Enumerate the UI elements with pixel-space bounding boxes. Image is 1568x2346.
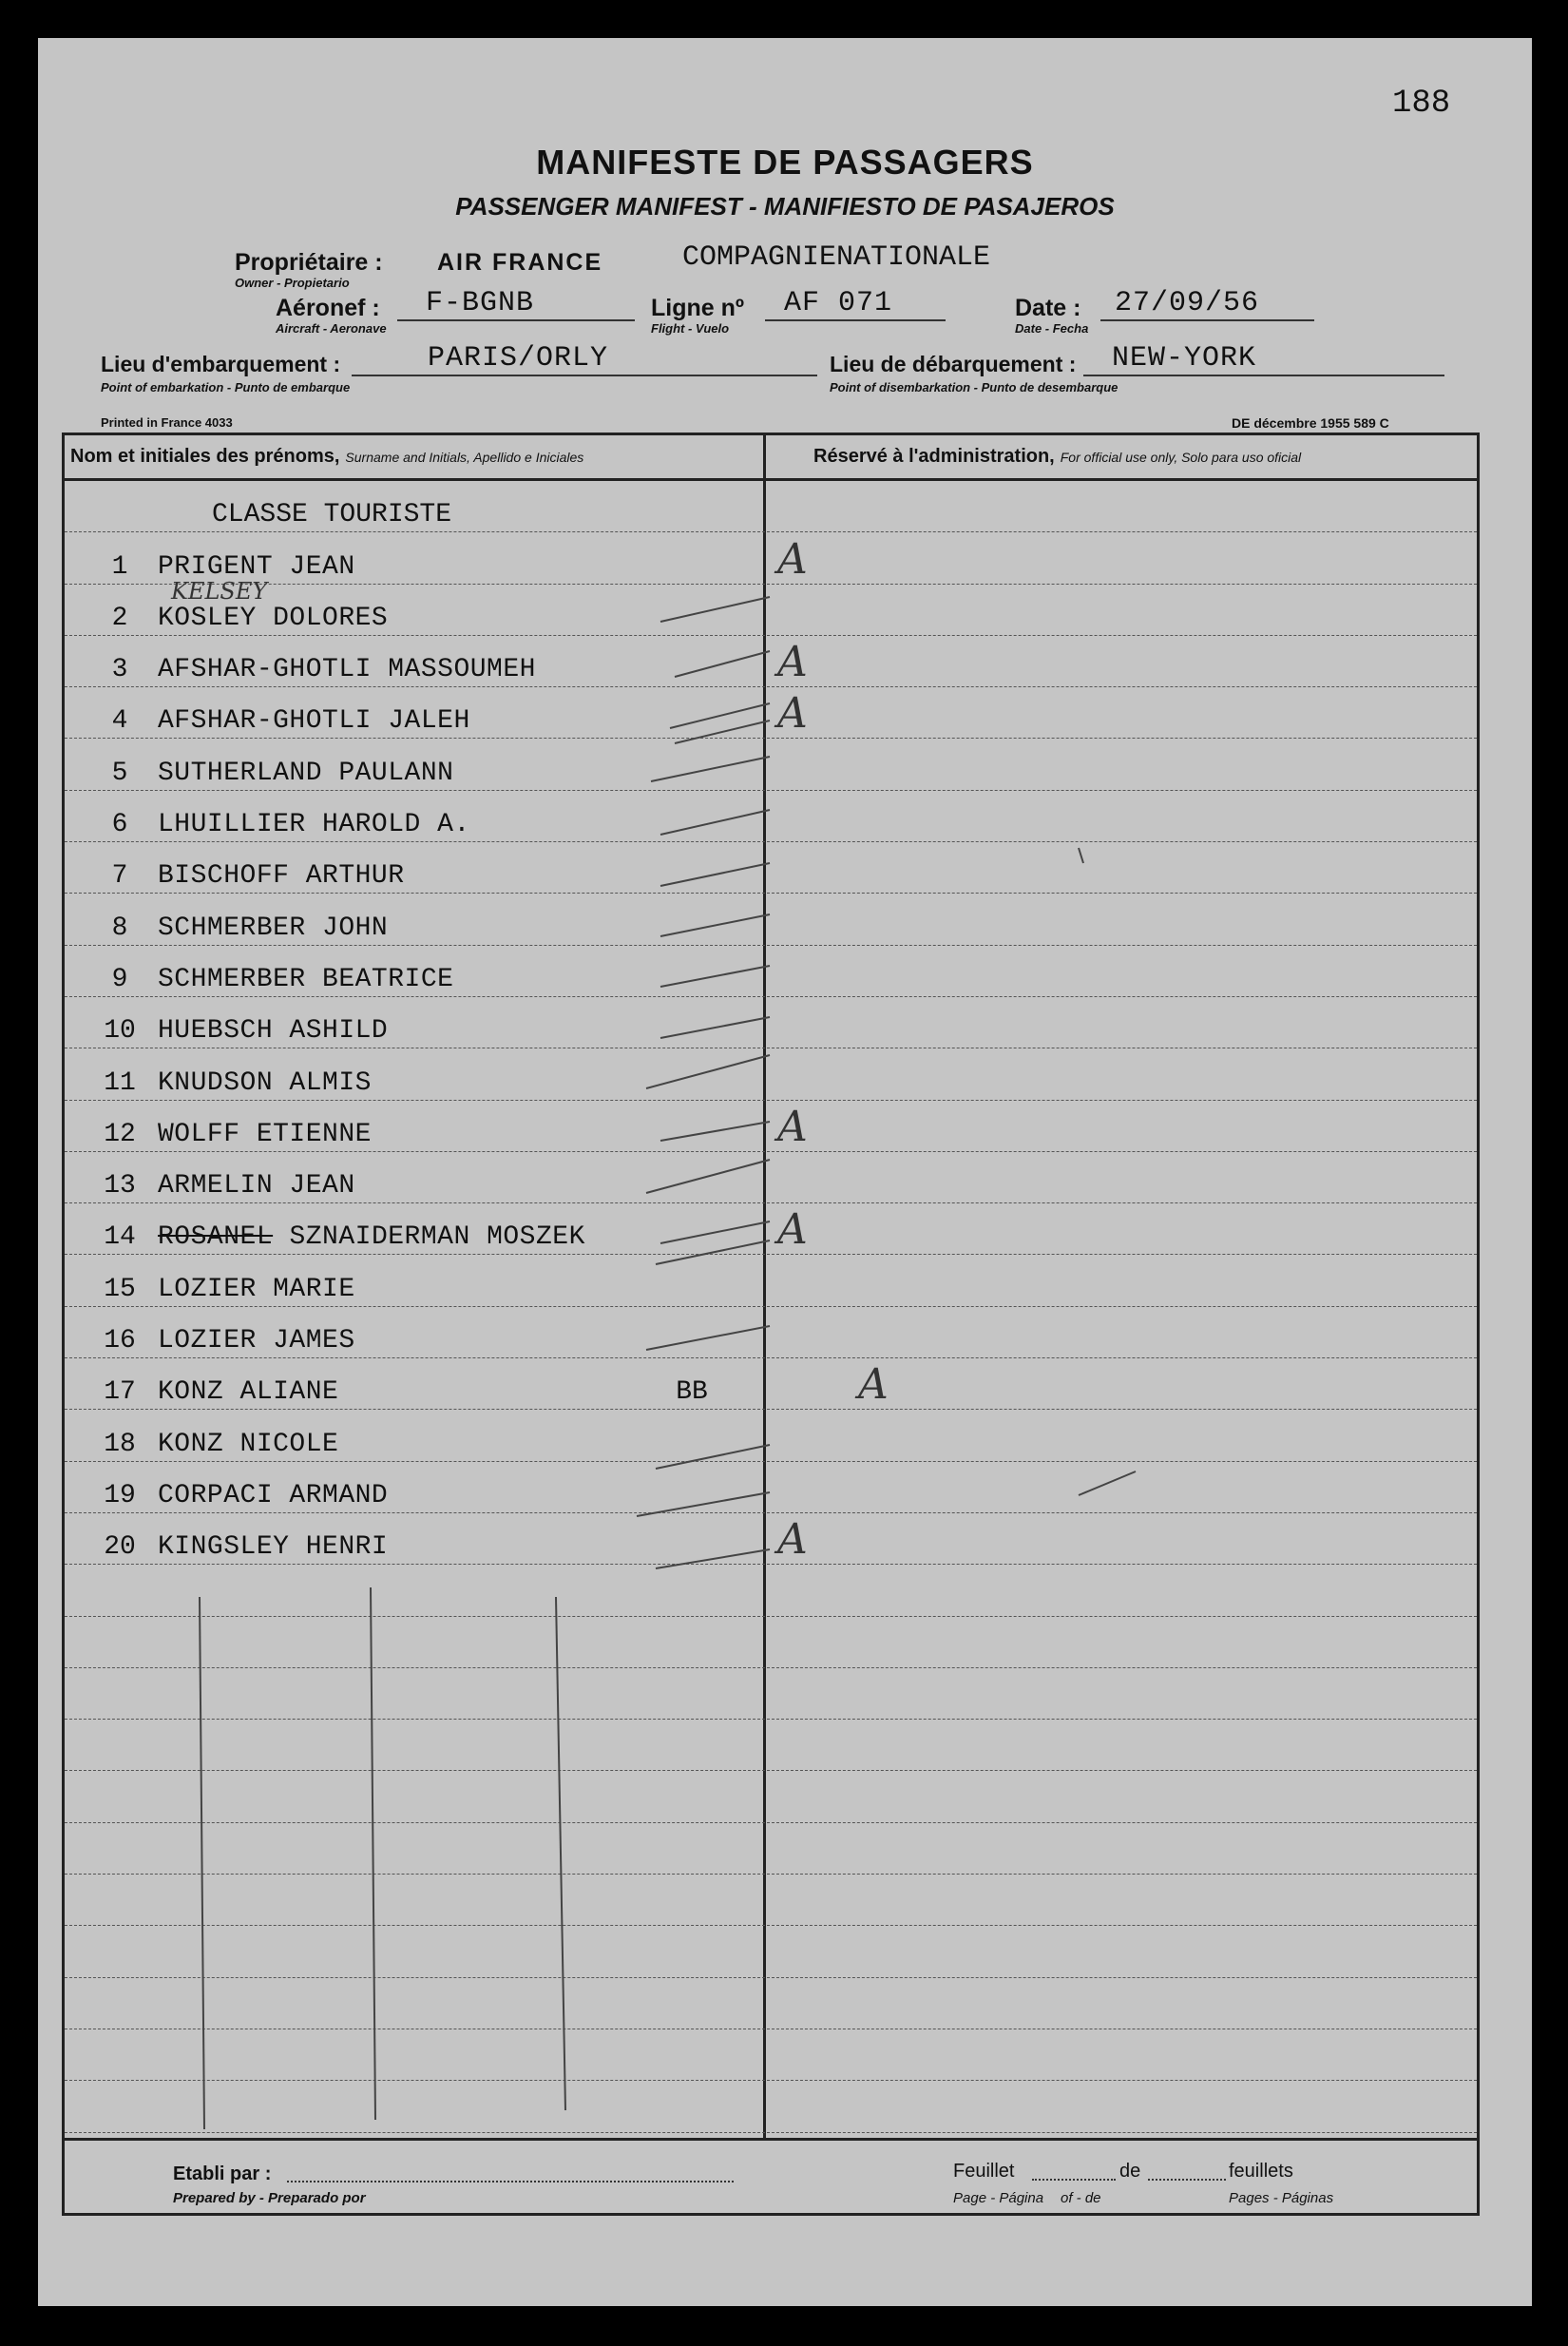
- passenger-name: PRIGENT JEAN: [158, 551, 355, 582]
- aircraft-label: Aéronef :: [276, 295, 380, 321]
- column-header-admin-sublabel: For official use only, Solo para uso oficial: [1060, 449, 1302, 465]
- passenger-name: HUEBSCH ASHILD: [158, 1016, 389, 1047]
- date-sublabel: Date - Fecha: [1015, 321, 1089, 336]
- passenger-number: 10: [104, 1016, 136, 1047]
- page-number: 188: [1392, 86, 1451, 122]
- struck-name: ROSANEL: [158, 1222, 274, 1253]
- passenger-name: ARMELIN JEAN: [158, 1171, 355, 1202]
- manifest-sheet: [38, 38, 1532, 2306]
- owner-typed-value: COMPAGNIENATIONALE: [682, 241, 991, 274]
- tick-stroke: [660, 1221, 770, 1243]
- tick-stroke: [675, 651, 770, 677]
- form-code: DE décembre 1955 589 C: [1232, 415, 1389, 431]
- passenger-number: 16: [104, 1326, 136, 1356]
- prepared-by-label: Etabli par :: [173, 2163, 272, 2184]
- passenger-number: 4: [111, 706, 128, 737]
- passenger-number: 7: [111, 861, 128, 892]
- embarkation-label: Lieu d'embarquement :: [101, 352, 341, 376]
- admin-mark: A: [858, 1360, 889, 1410]
- disembarkation-value: NEW-YORK: [1083, 342, 1444, 376]
- passenger-number: 1: [111, 551, 128, 582]
- passenger-number: 5: [111, 758, 128, 788]
- passenger-name: LHUILLIER HAROLD A.: [158, 810, 470, 840]
- admin-mark: A: [777, 1205, 808, 1255]
- passenger-number: 9: [111, 964, 128, 994]
- tick-stroke: [660, 914, 770, 936]
- flight-label: Ligne nº: [651, 295, 745, 321]
- prepared-by-sublabel: Prepared by - Preparado por: [173, 2190, 366, 2206]
- passenger-number: 13: [104, 1171, 136, 1202]
- class-heading: CLASSE TOURISTE: [212, 500, 452, 530]
- column-header-names-label: Nom et initiales des prénoms,: [70, 446, 340, 467]
- page-label: Feuillet: [953, 2161, 1015, 2182]
- passenger-name: KNUDSON ALMIS: [158, 1067, 372, 1098]
- passenger-number: 19: [104, 1480, 136, 1510]
- passenger-name: KOSLEY DOLORES: [158, 603, 389, 633]
- tick-stroke: [660, 1017, 770, 1038]
- aircraft-value: F-BGNB: [397, 287, 635, 321]
- passenger-number: 20: [104, 1532, 136, 1563]
- tick-stroke: [660, 597, 770, 622]
- tick-stroke: [660, 966, 770, 987]
- handwritten-strokes: [38, 38, 1532, 2306]
- tick-stroke: [646, 1326, 770, 1350]
- passenger-number: 15: [104, 1274, 136, 1304]
- disembarkation-sublabel: Point of disembarkation - Punto de desembarque: [830, 380, 1119, 394]
- admin-mark: A: [777, 638, 808, 687]
- passenger-number: 18: [104, 1429, 136, 1459]
- vertical-stroke: [556, 1597, 565, 2110]
- tick-stroke: [660, 810, 770, 835]
- document-title: MANIFESTE DE PASSAGERS: [536, 143, 1034, 182]
- tick-stroke: [656, 1549, 770, 1568]
- admin-mark: A: [777, 534, 808, 584]
- tick-stroke: [646, 1055, 770, 1088]
- column-header-names-sublabel: Surname and Initials, Apellido e Iniciales: [345, 449, 584, 465]
- passenger-number: 17: [104, 1377, 136, 1408]
- passenger-number: 8: [111, 913, 128, 943]
- printed-note: Printed in France 4033: [101, 415, 233, 430]
- passenger-number: 14: [104, 1222, 136, 1253]
- passenger-name: SCHMERBER BEATRICE: [158, 964, 454, 994]
- passenger-number: 11: [104, 1067, 136, 1098]
- passenger-name: CORPACI ARMAND: [158, 1480, 389, 1510]
- embarkation-value: PARIS/ORLY: [352, 342, 817, 376]
- passenger-name: SCHMERBER JOHN: [158, 913, 389, 943]
- disembarkation-label: Lieu de débarquement :: [830, 352, 1077, 376]
- handwritten-correction: KELSEY: [171, 578, 268, 605]
- passenger-note: BB: [676, 1377, 708, 1408]
- tick-stroke: [1079, 1471, 1136, 1495]
- tick-stroke: [646, 1160, 770, 1193]
- passenger-name: LOZIER MARIE: [158, 1274, 355, 1304]
- passenger-name: KONZ ALIANE: [158, 1377, 339, 1408]
- passenger-number: 12: [104, 1119, 136, 1149]
- passenger-name: AFSHAR-GHOTLI JALEH: [158, 706, 470, 737]
- of-label: de: [1119, 2161, 1141, 2182]
- passenger-number: 2: [111, 603, 128, 633]
- passenger-name: LOZIER JAMES: [158, 1326, 355, 1356]
- tick-marks: [200, 597, 1136, 2129]
- tick-stroke: [1079, 848, 1083, 863]
- tick-stroke: [660, 863, 770, 886]
- passenger-name: WOLFF ETIENNE: [158, 1119, 372, 1149]
- owner-printed-value: AIR FRANCE: [437, 249, 603, 276]
- tick-stroke: [651, 757, 770, 781]
- passenger-number: 3: [111, 655, 128, 685]
- embarkation-sublabel: Point of embarkation - Punto de embarque: [101, 380, 351, 394]
- tick-stroke: [660, 1122, 770, 1141]
- document-subtitle: PASSENGER MANIFEST - MANIFIESTO DE PASAJEROS: [455, 192, 1115, 221]
- flight-value: AF 071: [765, 287, 946, 321]
- passenger-name: SUTHERLAND PAULANN: [158, 758, 454, 788]
- passenger-name: KONZ NICOLE: [158, 1429, 339, 1459]
- of-sublabel: of - de: [1061, 2190, 1101, 2206]
- owner-label: Propriétaire :: [235, 249, 383, 276]
- vertical-stroke: [371, 1587, 375, 2120]
- passenger-name: SZNAIDERMAN MOSZEK: [289, 1222, 585, 1253]
- passenger-name: KINGSLEY HENRI: [158, 1532, 389, 1563]
- column-header-admin-label: Réservé à l'administration,: [813, 446, 1055, 467]
- passenger-name: BISCHOFF ARTHUR: [158, 861, 405, 892]
- pages-sublabel: Pages - Páginas: [1229, 2190, 1334, 2206]
- owner-sublabel: Owner - Propietario: [235, 276, 350, 290]
- pages-label: feuillets: [1229, 2161, 1293, 2182]
- tick-stroke: [656, 1445, 770, 1469]
- passenger-number: 6: [111, 810, 128, 840]
- admin-mark: A: [777, 1515, 808, 1565]
- vertical-stroke: [200, 1597, 204, 2129]
- date-label: Date :: [1015, 295, 1081, 321]
- passenger-name: AFSHAR-GHOTLI MASSOUMEH: [158, 655, 536, 685]
- page-sublabel: Page - Página: [953, 2190, 1044, 2206]
- flight-sublabel: Flight - Vuelo: [651, 321, 730, 336]
- admin-mark: A: [777, 689, 808, 739]
- tick-stroke: [637, 1492, 770, 1516]
- aircraft-sublabel: Aircraft - Aeronave: [276, 321, 387, 336]
- tick-stroke: [656, 1240, 770, 1264]
- admin-mark: A: [777, 1102, 808, 1151]
- date-value: 27/09/56: [1100, 287, 1314, 321]
